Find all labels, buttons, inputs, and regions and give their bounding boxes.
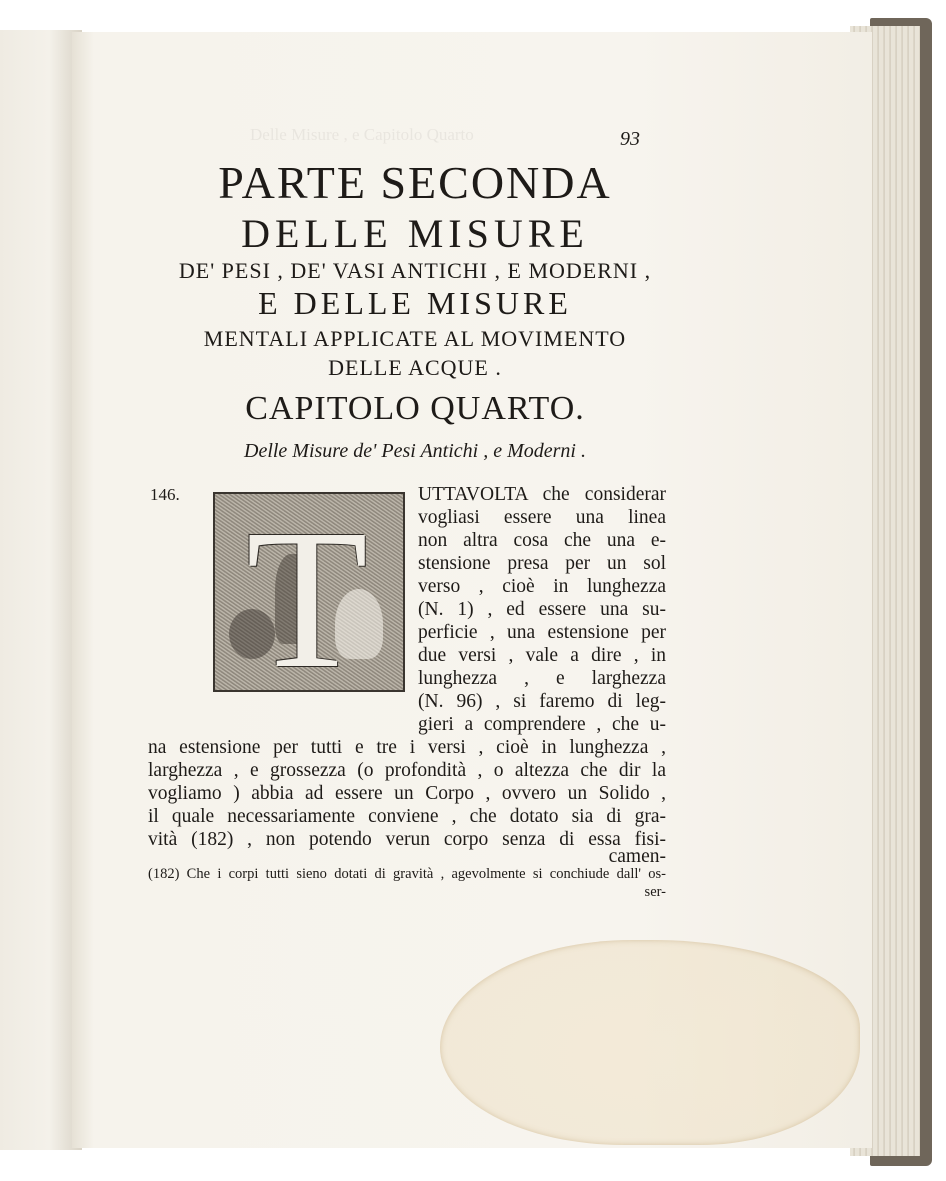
decorated-initial	[213, 492, 405, 692]
title-line-5: MENTALI APPLICATE AL MOVIMENTO	[203, 326, 627, 351]
body-line: UTTAVOLTA che considerar	[418, 484, 666, 505]
body-line: vogliasi essere una linea	[418, 507, 666, 528]
body-line: non altra cosa che una e-	[418, 530, 666, 551]
footnote: (182) Che i corpi tutti sieno dotati di gravità , agevolmente si conchiude dall' os-	[148, 866, 666, 882]
title-line-4: E DELLE MISURE	[258, 285, 572, 321]
body-line: (N. 96) , si faremo di leg-	[418, 691, 666, 712]
body-line: stensione presa per un sol	[418, 553, 666, 574]
title-line-2: DELLE MISURE	[241, 211, 589, 256]
body-line: lunghezza , e larghezza	[418, 668, 666, 689]
body-line: perficie , una estensione per	[418, 622, 666, 643]
catchword: camen-	[608, 846, 666, 867]
footnote-catchword: ser-	[644, 884, 666, 900]
chapter-subtitle: Delle Misure de' Pesi Antichi , e Moderni .	[244, 440, 586, 462]
title-line-3: DE' PESI , DE' VASI ANTICHI , E MODERNI ,	[178, 258, 652, 283]
body-line: larghezza , e grossezza (o profondità , o altezza che dir la	[148, 760, 666, 781]
body-line: (N. 1) , ed essere una su-	[418, 599, 666, 620]
water-stain	[440, 940, 860, 1145]
left-page-edge	[0, 30, 82, 1150]
page-number: 93	[620, 128, 640, 150]
show-through-text: Delle Misure , e Capitolo Quarto	[250, 125, 474, 144]
body-line: verso , cioè in lunghezza	[418, 576, 666, 597]
body-line: vità (182) , non potendo verun corpo senza di essa fisi-	[148, 829, 666, 850]
title-line-6: DELLE ACQUE .	[328, 355, 502, 380]
body-line: vogliamo ) abbia ad essere un Corpo , ovvero un Solido ,	[148, 783, 666, 804]
chapter-heading: CAPITOLO QUARTO.	[245, 390, 585, 427]
title-line-1: PARTE SECONDA	[218, 157, 612, 208]
body-line: il quale necessariamente conviene , che dotato sia di gra-	[148, 806, 666, 827]
initial-letter: T	[245, 492, 369, 692]
body-line: gieri a comprendere , che u-	[418, 714, 666, 735]
body-line: na estensione per tutti e tre i versi , cioè in lunghezza ,	[148, 737, 666, 758]
body-line: due versi , vale a dire , in	[418, 645, 666, 666]
paragraph-number: 146.	[150, 485, 180, 504]
